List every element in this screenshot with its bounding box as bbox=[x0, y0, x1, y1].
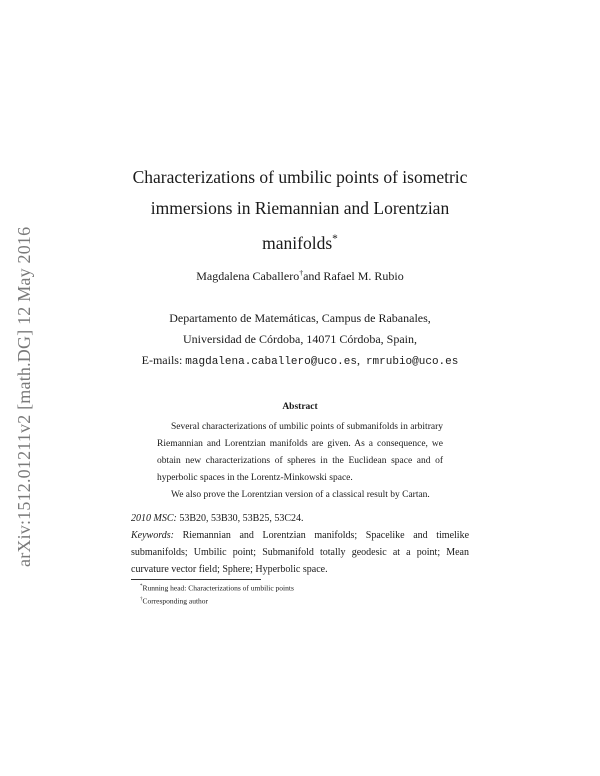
title-line-3-text: manifolds bbox=[262, 232, 333, 253]
msc-value: 53B20, 53B30, 53B25, 53C24. bbox=[179, 513, 304, 524]
msc-label: 2010 MSC: bbox=[131, 513, 177, 524]
email-line: E-mails: magdalena.caballero@uco.es, rmrubio@uco.es bbox=[141, 353, 459, 368]
footnote-divider bbox=[131, 579, 261, 580]
footnote-running-head bbox=[140, 581, 294, 594]
abstract-body bbox=[157, 419, 443, 504]
footnote-1-mark: * bbox=[140, 584, 143, 589]
footnote-corresponding bbox=[140, 594, 294, 607]
title-line-2: immersions in Riemannian and Lorentzian bbox=[150, 198, 450, 218]
abstract-heading: Abstract bbox=[282, 402, 318, 412]
footnote-1-text: Running head: Characterizations of umbilic points bbox=[142, 583, 294, 593]
author-second: and Rafael M. Rubio bbox=[303, 269, 404, 283]
abstract-paragraph-2: We also prove the Lorentzian version of a classical result by Cartan. bbox=[171, 490, 430, 500]
msc-line bbox=[131, 510, 469, 527]
footnotes bbox=[140, 581, 294, 606]
author-first: Magdalena Caballero bbox=[196, 269, 300, 283]
email-link-rubio[interactable]: rmrubio@uco.es bbox=[365, 356, 459, 368]
footnote-2-mark: † bbox=[140, 596, 143, 602]
keywords-line bbox=[131, 527, 469, 578]
footnote-2-text: Corresponding author bbox=[142, 596, 209, 605]
arxiv-identifier: arXiv:1512.01211v2 [math.DG] 12 May 2016 bbox=[14, 226, 34, 567]
paper-title bbox=[100, 162, 500, 259]
email-link-caballero[interactable]: magdalena.caballero@uco.es bbox=[185, 356, 357, 368]
abstract-paragraph-1: Several characterizations of umbilic points of submanifolds in arbitrary Riemannian and Lorentzian manifolds are given. As a consequence, we obtain new characterizations of spheres in the Euclidean space and of hyperbolic spaces in the Lorentz-Minkowski space. bbox=[157, 422, 443, 483]
keywords-value: Riemannian and Lorentzian manifolds; Spacelike and timelike submanifolds; Umbilic point; Submanifold totally geodesic at a point; Mean curvature vector field; Sphere; Hyperbolic space. bbox=[131, 530, 470, 575]
author-list bbox=[100, 268, 500, 284]
title-line-1: Characterizations of umbilic points of isometric bbox=[132, 167, 468, 187]
title-line-3 bbox=[100, 224, 500, 259]
affiliation-line-2: Universidad de Córdoba, 14071 Córdoba, Spain, bbox=[183, 332, 417, 346]
emails-label: E-mails: bbox=[141, 353, 183, 367]
affiliation-line-1: Departamento de Matemáticas, Campus de Rabanales, bbox=[169, 311, 431, 325]
title-footnote-mark: * bbox=[332, 233, 338, 245]
author-footnote-mark: † bbox=[299, 268, 304, 277]
affiliation bbox=[80, 308, 520, 373]
classification-block bbox=[131, 510, 469, 578]
keywords-label: Keywords: bbox=[131, 530, 174, 541]
